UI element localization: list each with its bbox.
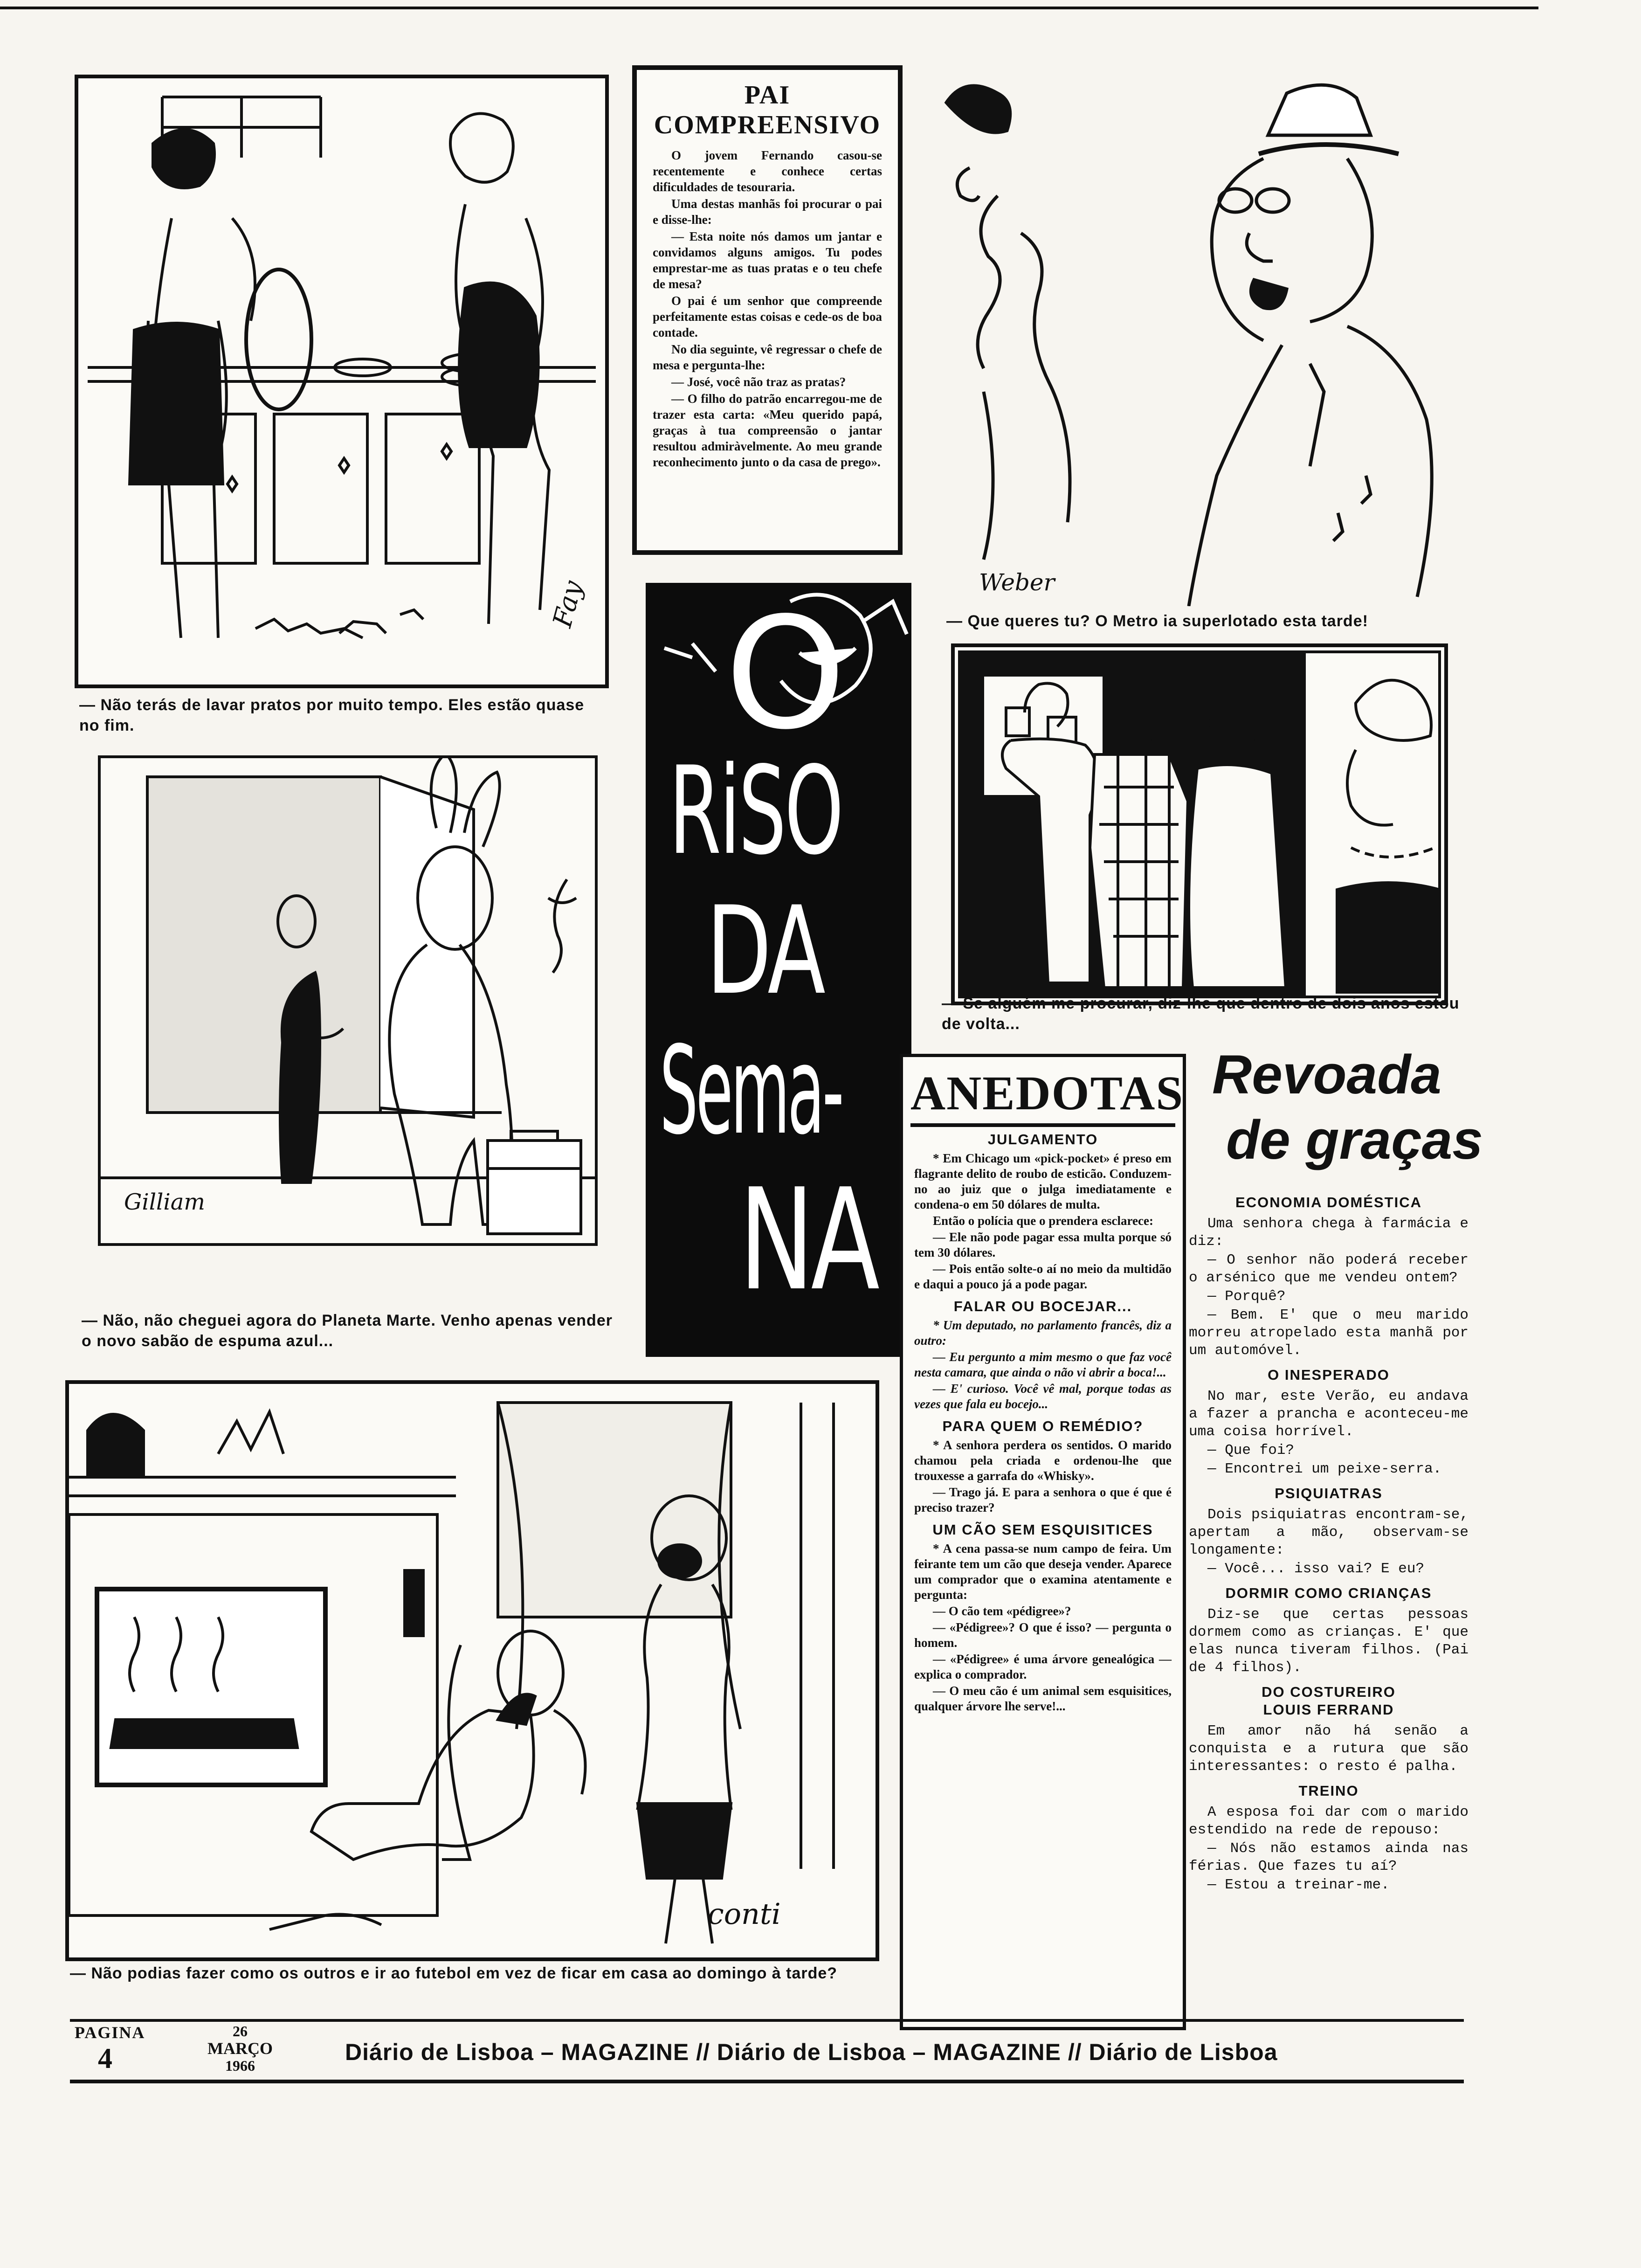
top-rule: [0, 7, 1538, 9]
paragraph: * Em Chicago um «pick-pocket» é preso em flagrante delito de roubo de esticão. Conduzem-no ao juiz que o julga imediatamente e condena-o em 50 dólares de multa.: [914, 1151, 1172, 1211]
revoada-title-line2: de graças: [1226, 1109, 1483, 1171]
anedotas-text: [903, 1127, 1183, 1714]
paragraph: — E' curioso. Você vê mal, porque todas as vezes que fala eu bocejo...: [914, 1382, 1172, 1411]
riso-word-riso: RiSO: [669, 741, 842, 882]
pai-compreensivo-title: PAI COMPREENSIVO: [654, 81, 881, 139]
paragraph: — Encontrei um peixe-serra.: [1207, 1461, 1442, 1477]
masthead: Diário de Lisboa – MAGAZINE // Diário de Lisboa – MAGAZINE // Diário de Lisboa: [345, 2039, 1278, 2065]
paragraph: O pai é um senhor que compreende perfeitamente estas coisas e cede-os de boa contade.: [653, 294, 882, 339]
paragraph: Dois psiquiatras encontram-se, apertam a mão, observam-se longamente:: [1189, 1507, 1469, 1558]
pai-compreensivo-box: [632, 65, 903, 555]
paragraph: No mar, este Verão, eu andava a fazer a prancha e aconteceu-me uma coisa horrível.: [1189, 1388, 1469, 1440]
cartoon-metro: [928, 65, 1464, 606]
bunny-caption: — Não, não cheguei agora do Planeta Marte. Venho apenas vender o novo sabão de espuma azul...: [82, 1312, 613, 1350]
revoada-text: [1189, 1194, 1469, 1895]
anedotas-section-title: UM CÃO SEM ESQUISITICES: [932, 1521, 1153, 1538]
footer-rule-top: [70, 2019, 1464, 2022]
paragraph: — Que foi?: [1207, 1442, 1295, 1459]
metro-caption: — Que queres tu? O Metro ia superlotado esta tarde!: [946, 612, 1368, 630]
riso-word-da: DA: [706, 881, 823, 1022]
paragraph: — O senhor não poderá receber o arsénico que me vendeu ontem?: [1189, 1252, 1469, 1286]
tv-illustration: [69, 1384, 876, 1957]
date-day: 26: [233, 2023, 248, 2040]
bunny-signature: Gilliam: [124, 1189, 205, 1215]
footer-rule-bottom: [70, 2080, 1464, 2083]
riso-da-semana-banner: [646, 583, 911, 1357]
bunny-illustration: [101, 758, 595, 1243]
tv-signature: conti: [708, 1897, 781, 1931]
paragraph: Então o polícia que o prendera esclarece:: [933, 1214, 1153, 1228]
paragraph: Uma senhora chega à farmácia e diz:: [1189, 1216, 1469, 1250]
riso-word-o: O: [725, 584, 846, 763]
dishes-caption: — Não terás de lavar pratos por muito tempo. Eles estão quase no fim.: [79, 696, 585, 734]
paragraph: — Ele não pode pagar essa multa porque só tem 30 dólares.: [914, 1230, 1172, 1259]
dishes-illustration: [78, 78, 605, 685]
paragraph: — Estou a treinar-me.: [1207, 1877, 1390, 1893]
paragraph: — «Pédigree»? O que é isso? — pergunta o homem.: [914, 1620, 1172, 1650]
revoada-section-title: TREINO: [1298, 1783, 1359, 1799]
paragraph: * A cena passa-se num campo de feira. Um feirante tem um cão que deseja vender. Aparece um comprador que o examina atentamente e pergunta:: [914, 1542, 1172, 1602]
paragraph: No dia seguinte, vê regressar o chefe de mesa e pergunta-lhe:: [653, 342, 882, 372]
cartoon-bunny: [98, 755, 598, 1246]
page-number: 4: [98, 2043, 112, 2074]
paragraph: * Um deputado, no parlamento francês, diz a outro:: [914, 1318, 1172, 1348]
revoada-section-title: LOUIS FERRAND: [1263, 1701, 1394, 1718]
page-label: PAGINA: [75, 2023, 145, 2042]
paragraph: — José, você não traz as pratas?: [671, 375, 846, 389]
revoada-section-title: DORMIR COMO CRIANÇAS: [1225, 1585, 1432, 1601]
dishes-signature: Fay: [547, 577, 589, 631]
paragraph: — Nós não estamos ainda nas férias. Que fazes tu aí?: [1189, 1840, 1469, 1874]
paragraph: Uma destas manhãs foi procurar o pai e disse-lhe:: [653, 197, 882, 227]
tv-caption: — Não podias fazer como os outros e ir ao futebol em vez de ficar em casa ao domingo à tarde?: [70, 1964, 838, 1982]
paragraph: — O cão tem «pédigree»?: [933, 1604, 1071, 1618]
paragraph: — Esta noite nós damos um jantar e convidamos alguns amigos. Tu podes emprestar-me as tuas pratas e o teu chefe de mesa?: [653, 229, 882, 291]
riso-word-na: NA: [739, 1159, 876, 1321]
cartoon-dishes: [75, 75, 609, 688]
paragraph: — Pois então solte-o aí no meio da multidão e daqui a pouco já a pode pagar.: [914, 1262, 1172, 1291]
revoada-section-title: PSIQUIATRAS: [1275, 1485, 1383, 1501]
revoada-section-title: DO COSTUREIRO: [1262, 1684, 1396, 1700]
pai-compreensivo-text: [637, 142, 898, 470]
revoada-section-title: O INESPERADO: [1268, 1367, 1390, 1383]
cartoon-police: [951, 643, 1448, 1005]
metro-illustration: [928, 65, 1464, 606]
date-year: 1966: [225, 2057, 255, 2074]
cartoon-tv: [65, 1380, 879, 1961]
paragraph: Diz-se que certas pessoas dormem como as crianças. E' que elas nunca tiveram filhos. (Pai de 4 filhos).: [1189, 1606, 1469, 1676]
police-caption: — Se alguém me procurar, diz-lhe que dentro de dois anos estou de volta...: [942, 995, 1460, 1033]
paragraph: A esposa foi dar com o marido estendido na rede de repouso:: [1189, 1804, 1469, 1838]
paragraph: — Porquê?: [1207, 1288, 1286, 1305]
paragraph: Em amor não há senão a conquista e a rutura que são interessantes: o resto é palha.: [1189, 1723, 1469, 1775]
paragraph: O jovem Fernando casou-se recentemente e conhece certas dificuldades de tesouraria.: [653, 148, 882, 194]
paragraph: * A senhora perdera os sentidos. O marido chamou pela criada e ordenou-lhe que trouxesse a garrafa do «Whisky».: [914, 1438, 1172, 1483]
paragraph: — Eu pergunto a mim mesmo o que faz você nesta camara, que ainda o não vi abrir a boca!...: [914, 1350, 1172, 1379]
paragraph: — Bem. E' que o meu marido morreu atropelado esta manhã por um automóvel.: [1189, 1307, 1469, 1359]
revoada-section-title: ECONOMIA DOMÉSTICA: [1235, 1194, 1422, 1210]
police-illustration: [955, 647, 1444, 1002]
revoada-title-line1: Revoada: [1212, 1044, 1441, 1106]
paragraph: — «Pédigree» é uma árvore genealógica — explica o comprador.: [914, 1652, 1172, 1681]
paragraph: — Trago já. E para a senhora o que é que é preciso trazer?: [914, 1485, 1172, 1514]
paragraph: — Você... isso vai? E eu?: [1207, 1561, 1425, 1577]
anedotas-section-title: JULGAMENTO: [987, 1131, 1098, 1148]
anedotas-box: [900, 1054, 1186, 2030]
anedotas-section-title: PARA QUEM O REMÉDIO?: [942, 1418, 1144, 1434]
date-month: MARÇO: [207, 2039, 273, 2058]
metro-signature: Weber: [979, 569, 1055, 596]
riso-word-semana: Sema-: [660, 1021, 842, 1162]
anedotas-section-title: FALAR OU BOCEJAR...: [953, 1298, 1132, 1314]
anedotas-title: ANEDOTAS: [910, 1065, 1175, 1127]
paragraph: — O filho do patrão encarregou-me de trazer esta carta: «Meu querido papá, graças à tua compreensão o jantar resultou admiràvelmente. Ao meu grande reconhecimento junto o da casa de prego».: [653, 392, 882, 469]
paragraph: — O meu cão é um animal sem esquisitices, qualquer árvore lhe serve!...: [914, 1684, 1172, 1713]
